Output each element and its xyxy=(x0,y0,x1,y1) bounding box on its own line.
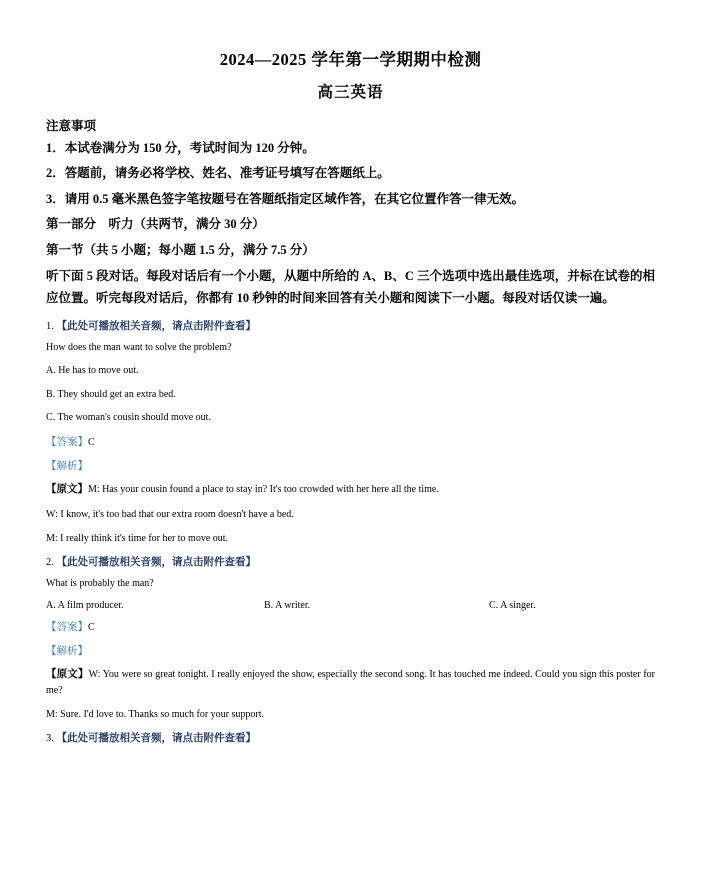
question-2-script-line-1 xyxy=(46,667,655,698)
question-1-option-a[interactable]: A. He has to move out. xyxy=(46,365,139,377)
question-2-audio-line xyxy=(46,555,655,570)
script-text-2-1: W: You were so great tonight. I really enjoyed the show, especially the second song. It has touched me indeed. Could you sign this poster for me? xyxy=(46,669,655,697)
question-2-analysis xyxy=(46,643,655,658)
analysis-label-1: 【解析】 xyxy=(46,460,88,472)
question-1-script-line-2: W: I know, it's too bad that our extra room doesn't have a bed. xyxy=(46,508,294,520)
question-2-option-c[interactable]: C. A singer. xyxy=(489,600,536,612)
question-1-number: 1. xyxy=(46,320,54,332)
notice-item-1: 1．本试卷满分为 150 分，考试时间为 120 分钟。 xyxy=(46,141,315,155)
question-2-number: 2. xyxy=(46,556,54,568)
audio-attachment-link-3[interactable]: 【此处可播放相关音频，请点击附件查看】 xyxy=(56,733,256,745)
question-1-analysis xyxy=(46,458,655,473)
page-subtitle: 高三英语 xyxy=(317,84,384,101)
question-3-audio-line xyxy=(46,731,655,746)
answer-value-2: C xyxy=(88,622,95,634)
answer-value-1: C xyxy=(88,436,95,448)
audio-attachment-link-1[interactable]: 【此处可播放相关音频，请点击附件查看】 xyxy=(56,320,256,332)
question-1-option-b[interactable]: B. They should get an extra bed. xyxy=(46,388,176,400)
question-1-audio-line xyxy=(46,319,655,334)
audio-attachment-link-2[interactable]: 【此处可播放相关音频，请点击附件查看】 xyxy=(56,556,256,568)
question-2-script-line-2: M: Sure. I'd love to. Thanks so much for your support. xyxy=(46,709,264,721)
script-label-2: 【原文】 xyxy=(46,669,89,681)
section-one-heading: 第一节（共 5 小题；每小题 1.5 分，满分 7.5 分） xyxy=(46,242,315,257)
question-1-answer xyxy=(46,434,655,449)
section-one-instructions: 听下面 5 段对话。每段对话后有一个小题，从题中所给的 A、B、C 三个选项中选出最佳选项，并标在试卷的相应位置。听完每段对话后，你都有 10 秒钟的时间来回答有关小题和阅读下一小题。每段对话仅读一遍。 xyxy=(46,268,655,305)
analysis-label-2: 【解析】 xyxy=(46,646,88,658)
question-2-stem: What is probably the man? xyxy=(46,577,154,589)
notice-item-3: 3．请用 0.5 毫米黑色签字笔按题号在答题纸指定区域作答，在其它位置作答一律无效。 xyxy=(46,191,525,206)
answer-label-2: 【答案】 xyxy=(46,622,88,634)
part-one-heading: 第一部分 听力（共两节，满分 30 分） xyxy=(46,217,265,232)
question-1-stem: How does the man want to solve the problem? xyxy=(46,341,232,353)
notice-item-2: 2．答题前，请务必将学校、姓名、准考证号填写在答题纸上。 xyxy=(46,166,390,181)
question-3-number: 3. xyxy=(46,733,54,745)
notice-heading: 注意事项 xyxy=(46,119,97,133)
question-2-option-a[interactable]: A. A film producer. xyxy=(46,600,124,612)
answer-label-1: 【答案】 xyxy=(46,436,88,448)
script-label-1: 【原文】 xyxy=(46,483,88,495)
page-title: 2024—2025 学年第一学期期中检测 xyxy=(219,50,482,69)
question-2-answer xyxy=(46,619,655,634)
question-2-option-b[interactable]: B. A writer. xyxy=(264,600,311,612)
question-2-options xyxy=(46,600,655,611)
question-1-script-line-3: M: I really think it's time for her to move out. xyxy=(46,532,229,544)
question-1-script-line-1 xyxy=(46,482,655,498)
question-1-option-c[interactable]: C. The woman's cousin should move out. xyxy=(46,412,211,424)
script-text-1-1: M: Has your cousin found a place to stay in? It's too crowded with her here all the time. xyxy=(88,483,439,495)
